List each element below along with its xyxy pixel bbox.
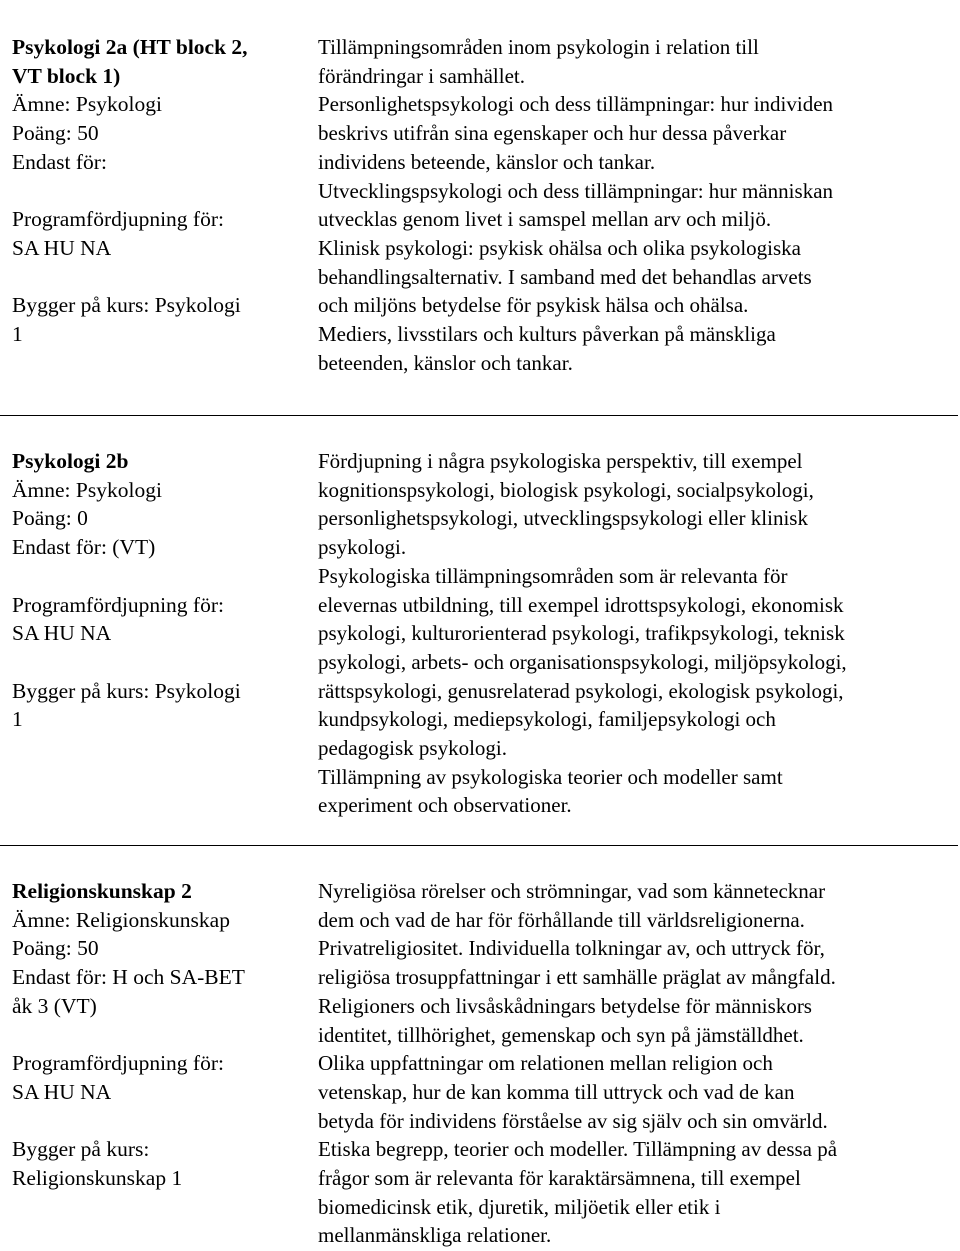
content-line: dem och vad de har för förhållande till världsreligionerna. bbox=[318, 907, 805, 932]
course-content bbox=[318, 877, 954, 1250]
course-only-for: Endast för: bbox=[12, 149, 107, 174]
content-line: psykologi, arbets- och organisationspsykologi, miljöpsykologi, bbox=[318, 649, 847, 674]
course-subject: Ämne: Religionskunskap bbox=[12, 907, 230, 932]
prerequisite: Bygger på kurs: Psykologi bbox=[12, 678, 241, 703]
course-info bbox=[12, 447, 302, 734]
content-line: Tillämpning av psykologiska teorier och modeller samt bbox=[318, 764, 783, 789]
course-title: Psykologi 2b bbox=[12, 449, 129, 473]
prerequisite: Bygger på kurs: bbox=[12, 1137, 150, 1162]
content-line: Fördjupning i några psykologiska perspektiv, till exempel bbox=[318, 449, 803, 473]
content-line: identitet, tillhörighet, gemenskap och syn på jämställdhet. bbox=[318, 1022, 804, 1047]
program-value: SA HU NA bbox=[12, 1079, 112, 1104]
content-line: religiösa trosuppfattningar i ett samhälle präglat av mångfald. bbox=[318, 965, 836, 990]
program-label: Programfördjupning för: bbox=[12, 592, 224, 617]
course-info bbox=[12, 33, 302, 349]
content-line: beskrivs utifrån sina egenskaper och hur dessa påverkar bbox=[318, 121, 787, 146]
course-points: Poäng: 50 bbox=[12, 121, 99, 146]
content-line: Tillämpningsområden inom psykologin i relation till bbox=[318, 35, 759, 59]
course-info bbox=[12, 877, 302, 1193]
content-line: Mediers, livsstilars och kulturs påverkan på mänskliga bbox=[318, 322, 776, 347]
content-line: och miljöns betydelse för psykisk hälsa och ohälsa. bbox=[318, 293, 749, 318]
course-only-for: Endast för: (VT) bbox=[12, 535, 156, 560]
course-subject: Ämne: Psykologi bbox=[12, 92, 162, 117]
content-line: frågor som är relevanta för karaktärsämnena, till exempel bbox=[318, 1166, 801, 1191]
program-value: SA HU NA bbox=[12, 235, 112, 260]
prerequisite: Bygger på kurs: Psykologi bbox=[12, 293, 241, 318]
content-line: Klinisk psykologi: psykisk ohälsa och olika psykologiska bbox=[318, 235, 801, 260]
course-title: Psykologi 2a (HT block 2, bbox=[12, 35, 248, 59]
content-line: utvecklas genom livet i samspel mellan arv och miljö. bbox=[318, 207, 772, 232]
content-line: psykologi. bbox=[318, 535, 407, 560]
content-line: experiment och observationer. bbox=[318, 793, 572, 818]
content-line: Nyreligiösa rörelser och strömningar, vad som kännetecknar bbox=[318, 879, 826, 903]
content-line: behandlingsalternativ. I samband med det behandlas arvets bbox=[318, 264, 812, 289]
content-line: Etiska begrepp, teorier och modeller. Tillämpning av dessa på bbox=[318, 1137, 838, 1162]
content-line: Privatreligiositet. Individuella tolkningar av, och uttryck för, bbox=[318, 936, 825, 961]
content-line: individens beteende, känslor och tankar. bbox=[318, 149, 656, 174]
course-title-cont: VT block 1) bbox=[12, 63, 121, 88]
course-content bbox=[318, 447, 954, 820]
content-line: pedagogisk psykologi. bbox=[318, 736, 507, 761]
content-line: betyda för individens förståelse av sig själv och sin omvärld. bbox=[318, 1108, 828, 1133]
program-label: Programfördjupning för: bbox=[12, 1051, 224, 1076]
section-divider bbox=[0, 415, 958, 416]
content-line: Utvecklingspsykologi och dess tillämpningar: hur människan bbox=[318, 178, 834, 203]
content-line: rättspsykologi, genusrelaterad psykologi, ekologisk psykologi, bbox=[318, 678, 844, 703]
program-value: SA HU NA bbox=[12, 621, 112, 646]
course-title: Religionskunskap 2 bbox=[12, 879, 192, 903]
content-line: kognitionspsykologi, biologisk psykologi, socialpsykologi, bbox=[318, 477, 814, 502]
course-content bbox=[318, 33, 954, 377]
prerequisite-cont: Religionskunskap 1 bbox=[12, 1166, 183, 1190]
content-line: psykologi, kulturorienterad psykologi, trafikpsykologi, teknisk bbox=[318, 621, 845, 646]
content-line: Religioners och livsåskådningars betydelse för människors bbox=[318, 993, 812, 1018]
course-points: Poäng: 0 bbox=[12, 506, 88, 531]
content-line: Personlighetspsykologi och dess tillämpningar: hur individen bbox=[318, 92, 834, 117]
program-label: Programfördjupning för: bbox=[12, 207, 224, 232]
content-line: beteenden, känslor och tankar. bbox=[318, 350, 573, 375]
content-line: personlighetspsykologi, utvecklingspsykologi eller klinisk bbox=[318, 506, 808, 531]
course-subject: Ämne: Psykologi bbox=[12, 477, 162, 502]
content-line: kundpsykologi, mediepsykologi, familjepsykologi och bbox=[318, 707, 776, 732]
content-line: elevernas utbildning, till exempel idrottspsykologi, ekonomisk bbox=[318, 592, 844, 617]
content-line: vetenskap, hur de kan komma till uttryck och vad de kan bbox=[318, 1079, 795, 1104]
section-divider bbox=[0, 845, 958, 846]
prerequisite-cont: 1 bbox=[12, 707, 23, 732]
course-only-for: Endast för: H och SA-BET bbox=[12, 965, 245, 990]
course-points: Poäng: 50 bbox=[12, 936, 99, 961]
content-line: Psykologiska tillämpningsområden som är relevanta för bbox=[318, 563, 788, 588]
content-line: mellanmänskliga relationer. bbox=[318, 1223, 552, 1248]
prerequisite-cont: 1 bbox=[12, 322, 23, 346]
content-line: Olika uppfattningar om relationen mellan religion och bbox=[318, 1051, 773, 1076]
content-line: förändringar i samhället. bbox=[318, 63, 526, 88]
course-only-for-cont: åk 3 (VT) bbox=[12, 993, 97, 1018]
content-line: biomedicinsk etik, djuretik, miljöetik eller etik i bbox=[318, 1194, 721, 1219]
